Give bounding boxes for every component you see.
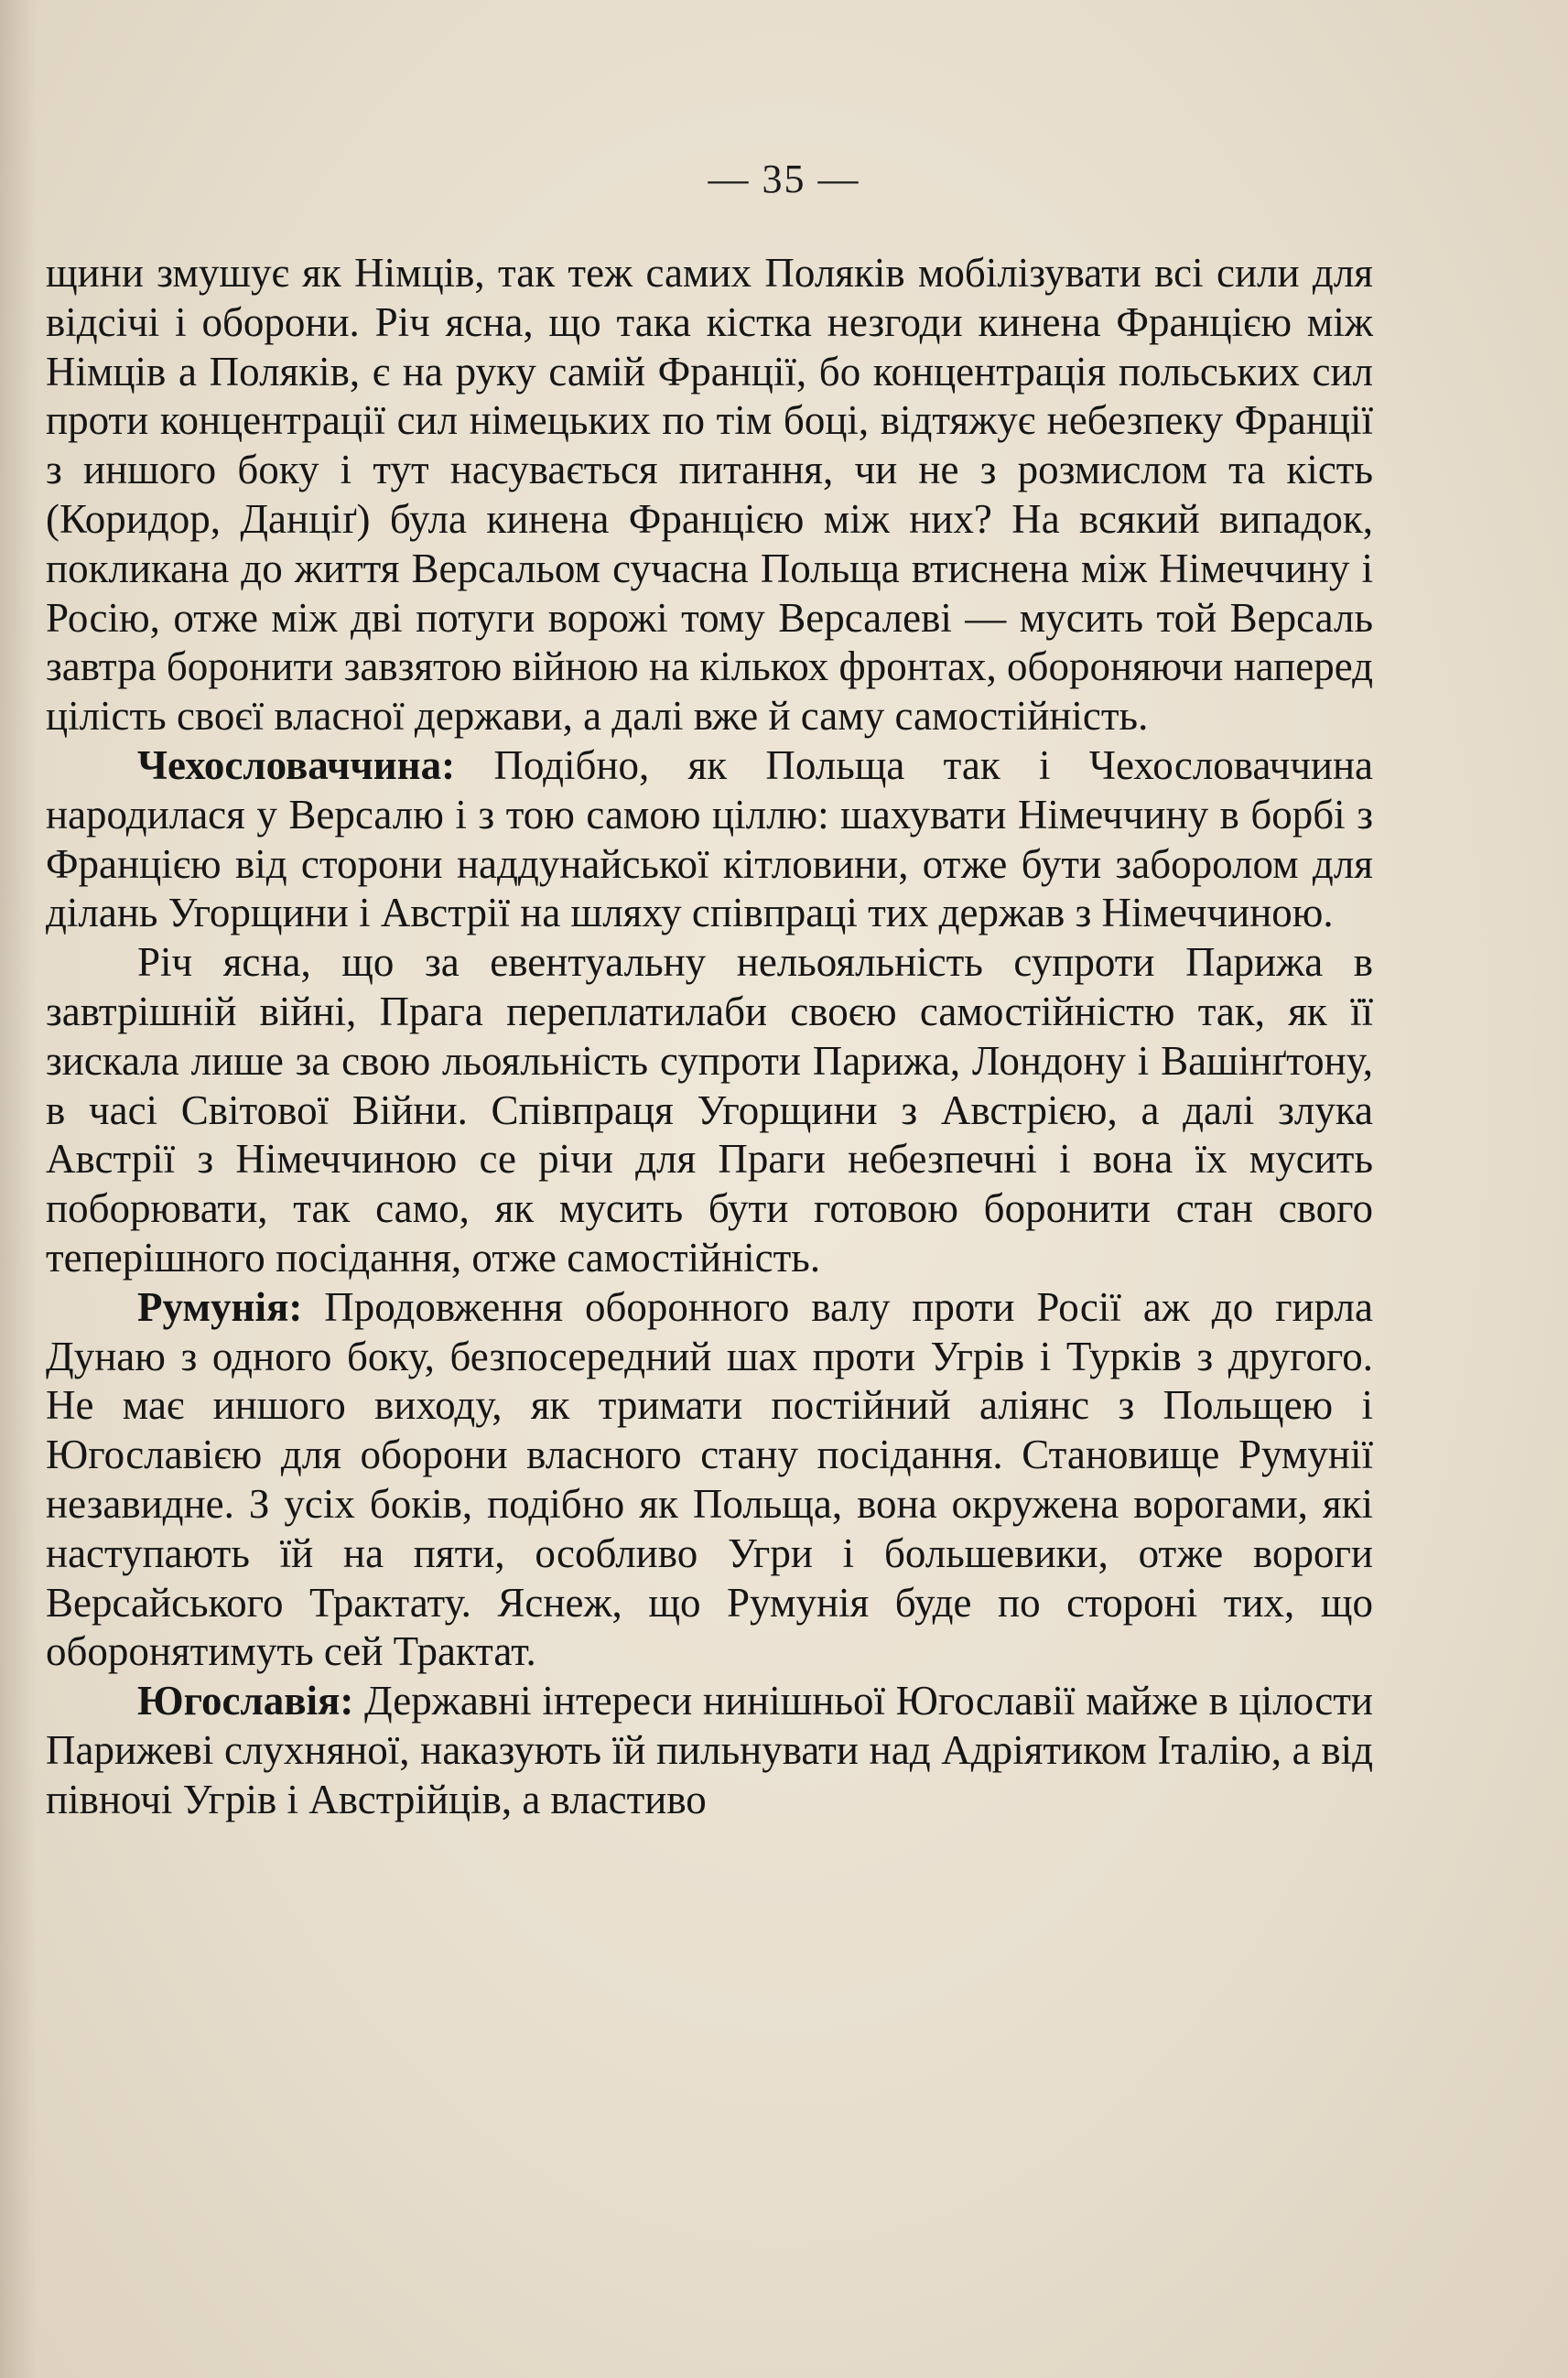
body-text xyxy=(46,249,1373,1825)
paragraph-yugoslavia xyxy=(46,1677,1373,1824)
paragraph-czechoslovakia-text: Подібно, як Польща так і Чехословаччина народилася у Версалю і з тою самою ціллю: шахувати Німеччину в борбі з Францією від сторони наддунайської кітловини, отже бути заборолом для ділань Угорщини і Австрії на шляху співпраці тих держав з Німеччиною. xyxy=(46,741,1373,936)
paragraph-yugoslavia-text: Державні інтереси нинішньої Югославії майже в цілости Парижеві слухняної, наказують їй пильнувати над Адріятиком Італію, а від півночі Угрів і Австрійців, а властиво xyxy=(46,1678,1373,1822)
term-yugoslavia: Югославія: xyxy=(137,1678,354,1724)
page-number: — 35 — xyxy=(708,157,860,201)
paragraph-3 xyxy=(46,938,1373,1283)
paragraph-1-text: щини змушує як Німців, так теж самих Поляків мобілізувати всі сили для відсічі і оборони. Річ ясна, що така кістка незгоди кинена Францією між Німців а Поляків, є на руку самій Франції, бо концентрація польських сил проти концентрації сил німецьких по тім боці, відтяжує небезпеку Франції з иншого боку і тут насувається питання, чи не з розмислом та кість (Коридор, Данціґ) була кинена Францією між них? На всякий випадок, покликана до життя Версальом сучасна Польща втиснена між Німеччину і Росію, отже між дві потуги ворожі тому Версалеві — мусить той Версаль завтра боронити завзятою війною на кількох фронтах, обороняючи наперед цілість своєї власної держави, а далі вже й саму самостійність. xyxy=(46,250,1373,740)
paragraph-romania xyxy=(46,1283,1373,1677)
paragraph-czechoslovakia xyxy=(46,741,1373,938)
paragraph-romania-text: Продовження оборонного валу проти Росії аж до гирла Дунаю з одного боку, безпосередний шах проти Угрів і Турків з другого. Не має иншого виходу, як тримати постійний аліянс з Польщею і Югославією для оборони власного стану посідання. Становище Румунії незавидне. З усіх боків, подібно як Польща, вона окружена ворогами, які наступають їй на пяти, особливо Угри і большевики, отже вороги Версайського Трактату. Яснеж, що Румунія буде по стороні тих, що оборонятимуть сей Трактат. xyxy=(46,1283,1373,1675)
paragraph-3-text: Річ ясна, що за евентуальну нельояльність супроти Парижа в завтрішній війні, Прага переплатилаби своєю самостійністю так, як її зискала лише за свою льояльність супроти Парижа, Лондону і Вашінґтону, в часі Світової Війни. Співпраця Угорщини з Австрією, а далі злука Австрії з Німеччиною се річи для Праги небезпечні і вона їх мусить поборювати, так само, як мусить бути готовою боронити стан свого теперішного посідання, отже самостійність. xyxy=(46,939,1373,1281)
paragraph-1 xyxy=(46,249,1373,741)
term-romania: Румунія: xyxy=(137,1283,303,1330)
term-czechoslovakia: Чехословаччина: xyxy=(137,741,456,788)
binding-shadow xyxy=(0,0,37,2378)
